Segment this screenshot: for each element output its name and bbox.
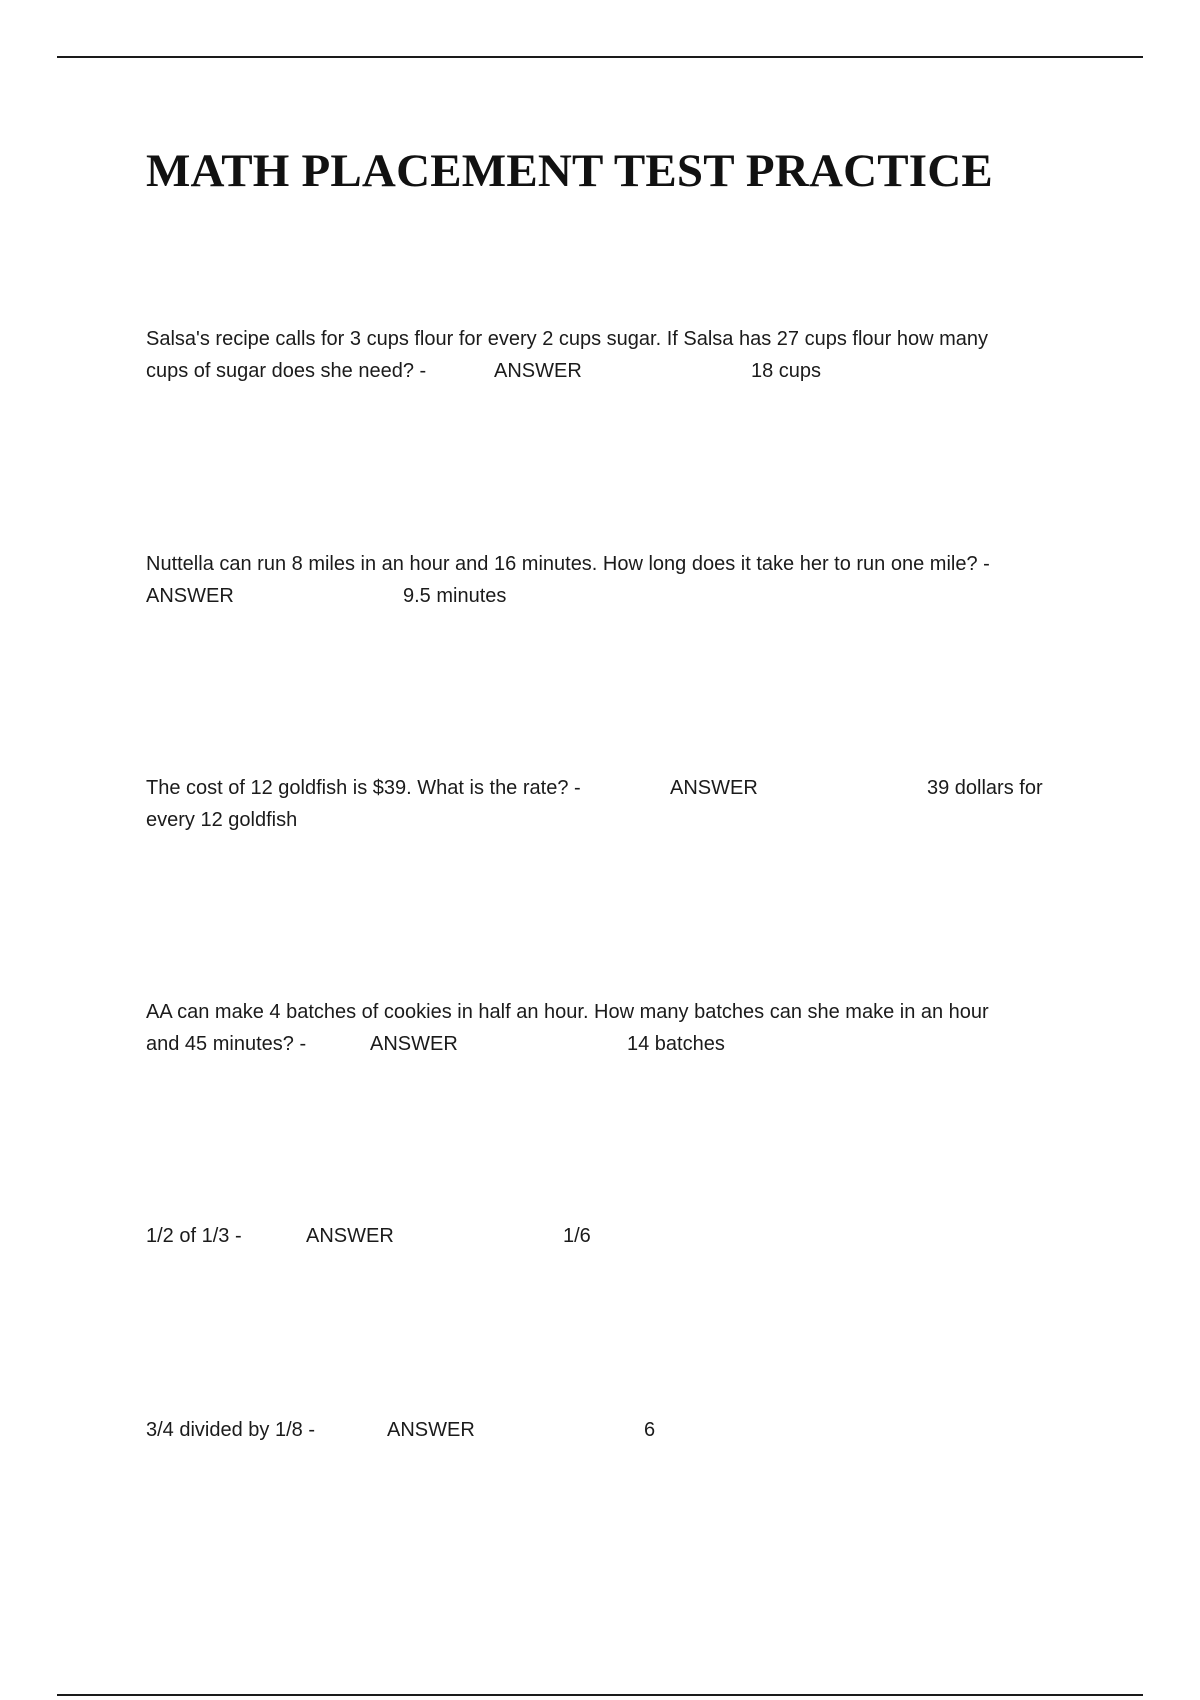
answer-3-label: ANSWER [670, 777, 758, 799]
question-item-6 [146, 1414, 1096, 1446]
question-1-line-1: Salsa's recipe calls for 3 cups flour for every 2 cups sugar. If Salsa has 27 cups flour how many [146, 328, 989, 350]
answer-6-value: 6 [644, 1419, 656, 1441]
bottom-rule [57, 1694, 1143, 1696]
answer-1-label: ANSWER [494, 360, 582, 382]
question-item-1 [146, 323, 1096, 387]
question-4-line-2: and 45 minutes? - [146, 1033, 307, 1055]
question-3-text: The cost of 12 goldfish is $39. What is the rate? - [146, 777, 581, 799]
answer-1-value: 18 cups [751, 360, 822, 382]
question-5-text: 1/2 of 1/3 - [146, 1225, 242, 1247]
question-item-5 [146, 1220, 1096, 1252]
answer-4-value: 14 batches [627, 1033, 725, 1055]
page-title: MATH PLACEMENT TEST PRACTICE [146, 145, 993, 197]
top-rule [57, 56, 1143, 58]
question-item-2 [146, 548, 1096, 612]
answer-3-value: 39 dollars for [927, 777, 1043, 799]
question-2-line-1: Nuttella can run 8 miles in an hour and 16 minutes. How long does it take her to run one mile? - [146, 553, 990, 575]
question-1-line-2: cups of sugar does she need? - [146, 360, 427, 382]
answer-2-value: 9.5 minutes [403, 585, 507, 607]
answer-5-value: 1/6 [563, 1225, 591, 1247]
question-item-4 [146, 996, 1096, 1060]
answer-3-value-continued: every 12 goldfish [146, 809, 298, 831]
question-4-line-1: AA can make 4 batches of cookies in half an hour. How many batches can she make in an hour [146, 1001, 989, 1023]
answer-5-label: ANSWER [306, 1225, 394, 1247]
question-6-text: 3/4 divided by 1/8 - [146, 1419, 315, 1441]
answer-4-label: ANSWER [370, 1033, 458, 1055]
answer-2-label: ANSWER [146, 585, 234, 607]
answer-6-label: ANSWER [387, 1419, 475, 1441]
question-item-3 [146, 772, 1096, 836]
